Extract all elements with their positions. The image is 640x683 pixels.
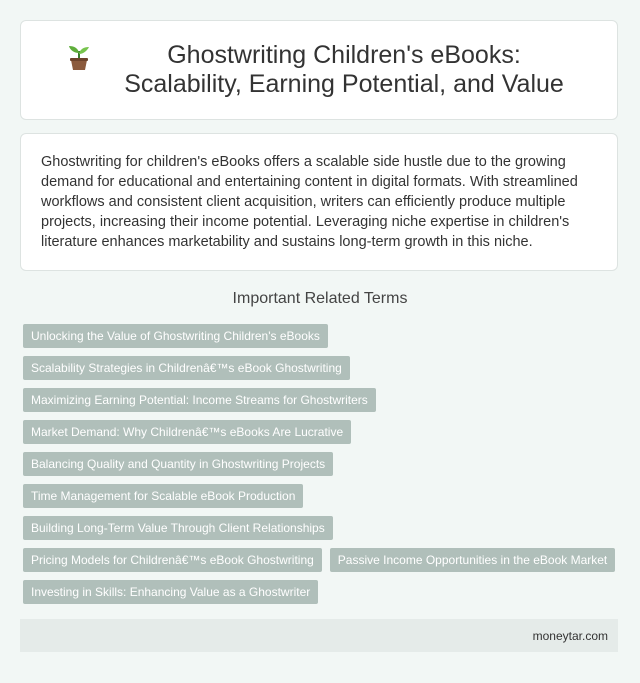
related-term-tag[interactable]: Maximizing Earning Potential: Income Streams for Ghostwriters (23, 388, 376, 412)
summary-card (20, 133, 618, 271)
related-term-tag[interactable]: Scalability Strategies in Childrenâ€™s eBook Ghostwriting (23, 356, 350, 380)
related-term-tag[interactable]: Passive Income Opportunities in the eBook Market (330, 548, 615, 572)
title-card (20, 20, 618, 120)
site-name: moneytar.com (532, 628, 608, 643)
title-row (64, 41, 574, 99)
related-term-tag[interactable]: Unlocking the Value of Ghostwriting Children's eBooks (23, 324, 328, 348)
related-terms-heading: Important Related Terms (232, 290, 408, 307)
related-term-tag[interactable]: Market Demand: Why Childrenâ€™s eBooks Are Lucrative (23, 420, 351, 444)
related-term-tag[interactable]: Pricing Models for Childrenâ€™s eBook Ghostwriting (23, 548, 322, 572)
page-title: Ghostwriting Children's eBooks: Scalability, Earning Potential, and Value (124, 41, 564, 98)
related-term-tag[interactable]: Building Long-Term Value Through Client Relationships (23, 516, 333, 540)
related-term-tag[interactable]: Balancing Quality and Quantity in Ghostwriting Projects (23, 452, 333, 476)
summary-text: Ghostwriting for children's eBooks offers a scalable side hustle due to the growing demand for educational and entertaining content in digital formats. With streamlined workflows and consistent client acquisition, writers can efficiently produce multiple projects, increasing their income potential. Leveraging niche expertise in children's literature enhances marketability and sustains long-term growth in this niche. (41, 154, 578, 250)
footer (20, 619, 618, 652)
related-term-tag[interactable]: Time Management for Scalable eBook Production (23, 484, 303, 508)
related-terms-list (23, 324, 618, 604)
related-term-tag[interactable]: Investing in Skills: Enhancing Value as a Ghostwriter (23, 580, 318, 604)
seedling-icon (64, 43, 94, 73)
